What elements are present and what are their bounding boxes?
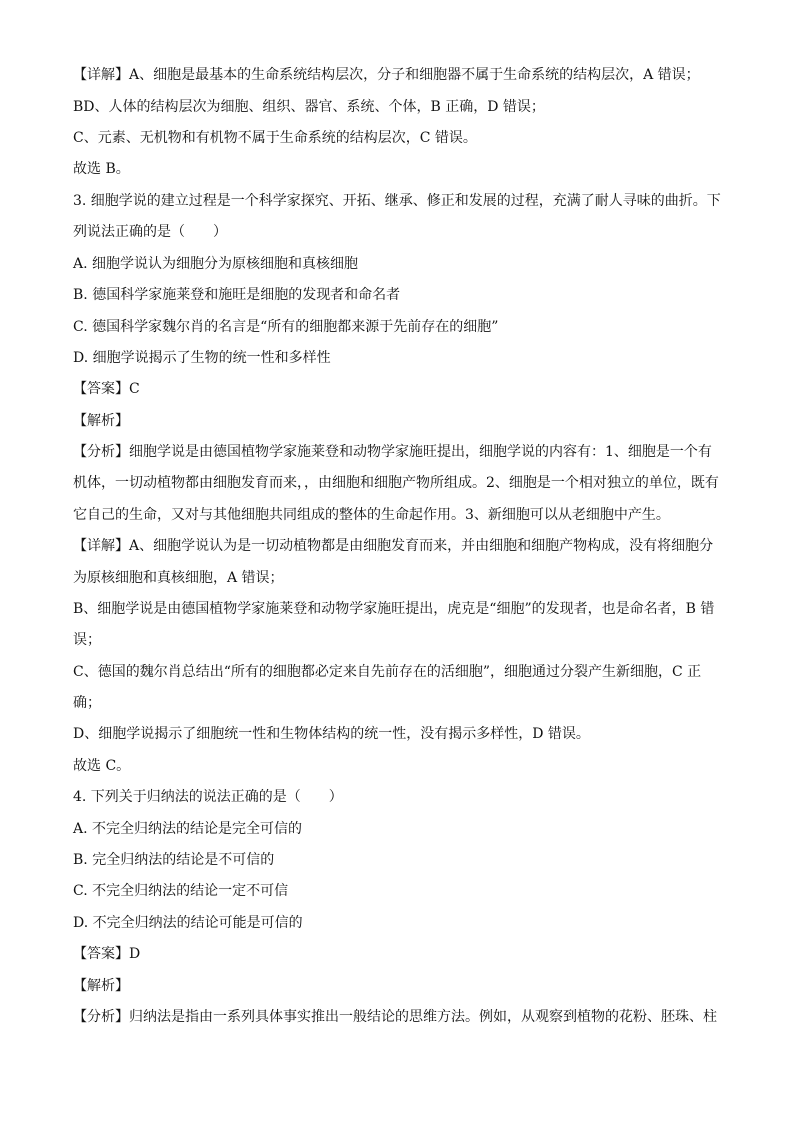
text-line: C、德国的魏尔肖总结出“所有的细胞都必定来自先前存在的活细胞”，细胞通过分裂产生新细胞，C 正 <box>73 664 702 680</box>
text-line: 故选 B。 <box>73 161 130 177</box>
text-line: BD、人体的结构层次为细胞、组织、器官、系统、个体，B 正确，D 错误； <box>73 99 545 115</box>
question-stem: 4. 下列关于归纳法的说法正确的是（ ） <box>73 789 343 805</box>
option-b: B. 德国科学家施莱登和施旺是细胞的发现者和命名者 <box>73 287 401 303</box>
text-line: D、细胞学说揭示了细胞统一性和生物体结构的统一性，没有揭示多样性，D 错误。 <box>73 726 590 742</box>
option-d: D. 细胞学说揭示了生物的统一性和多样性 <box>73 350 331 366</box>
text-line: B、细胞学说是由德国植物学家施莱登和动物学家施旺提出，虎克是“细胞”的发现者，也是命名者，B 错 <box>73 601 715 617</box>
text-line: 机体，一切动植物都由细胞发育而来，，由细胞和细胞产物所组成。2、细胞是一个相对独立的单位，既有 <box>73 475 719 491</box>
text-line: 为原核细胞和真核细胞，A 错误； <box>73 570 284 586</box>
option-b: B. 完全归纳法的结论是不可信的 <box>73 852 275 868</box>
option-a: A. 细胞学说认为细胞分为原核细胞和真核细胞 <box>73 256 359 272</box>
text-line: 【详解】A、细胞学说认为是一切动植物都是由细胞发育而来，并由细胞和细胞产物构成，没有将细胞分 <box>73 538 714 554</box>
option-d: D. 不完全归纳法的结论可能是可信的 <box>73 915 303 931</box>
text-line: 确； <box>73 695 101 711</box>
question-stem: 列说法正确的是（ ） <box>73 224 227 240</box>
option-c: C. 不完全归纳法的结论一定不可信 <box>73 883 289 899</box>
analysis-heading: 【解析】 <box>73 413 129 429</box>
answer-label: 【答案】D <box>73 946 141 962</box>
answer-label: 【答案】C <box>73 381 140 397</box>
text-line: 它自己的生命，又对与其他细胞共同组成的整体的生命起作用。3、新细胞可以从老细胞中产生。 <box>73 507 670 523</box>
analysis-heading: 【解析】 <box>73 978 129 994</box>
text-line: 【分析】细胞学说是由德国植物学家施莱登和动物学家施旺提出，细胞学说的内容有：1、细胞是一个有 <box>73 444 712 460</box>
question-stem: 3. 细胞学说的建立过程是一个科学家探究、开拓、继承、修正和发展的过程，充满了耐人寻味的曲折。下 <box>73 193 721 209</box>
text-line: 【分析】归纳法是指由一系列具体事实推出一般结论的思维方法。例如，从观察到植物的花粉、胚珠、柱 <box>73 1009 717 1025</box>
option-c: C. 德国科学家魏尔肖的名言是“所有的细胞都来源于先前存在的细胞” <box>73 319 499 335</box>
text-line: 误； <box>73 632 101 648</box>
text-line: 【详解】A、细胞是最基本的生命系统结构层次，分子和细胞器不属于生命系统的结构层次，A 错误； <box>73 67 700 83</box>
option-a: A. 不完全归纳法的结论是完全可信的 <box>73 821 303 837</box>
text-line: C、元素、无机物和有机物不属于生命系统的结构层次，C 错误。 <box>73 130 477 146</box>
text-line: 故选 C。 <box>73 758 131 774</box>
